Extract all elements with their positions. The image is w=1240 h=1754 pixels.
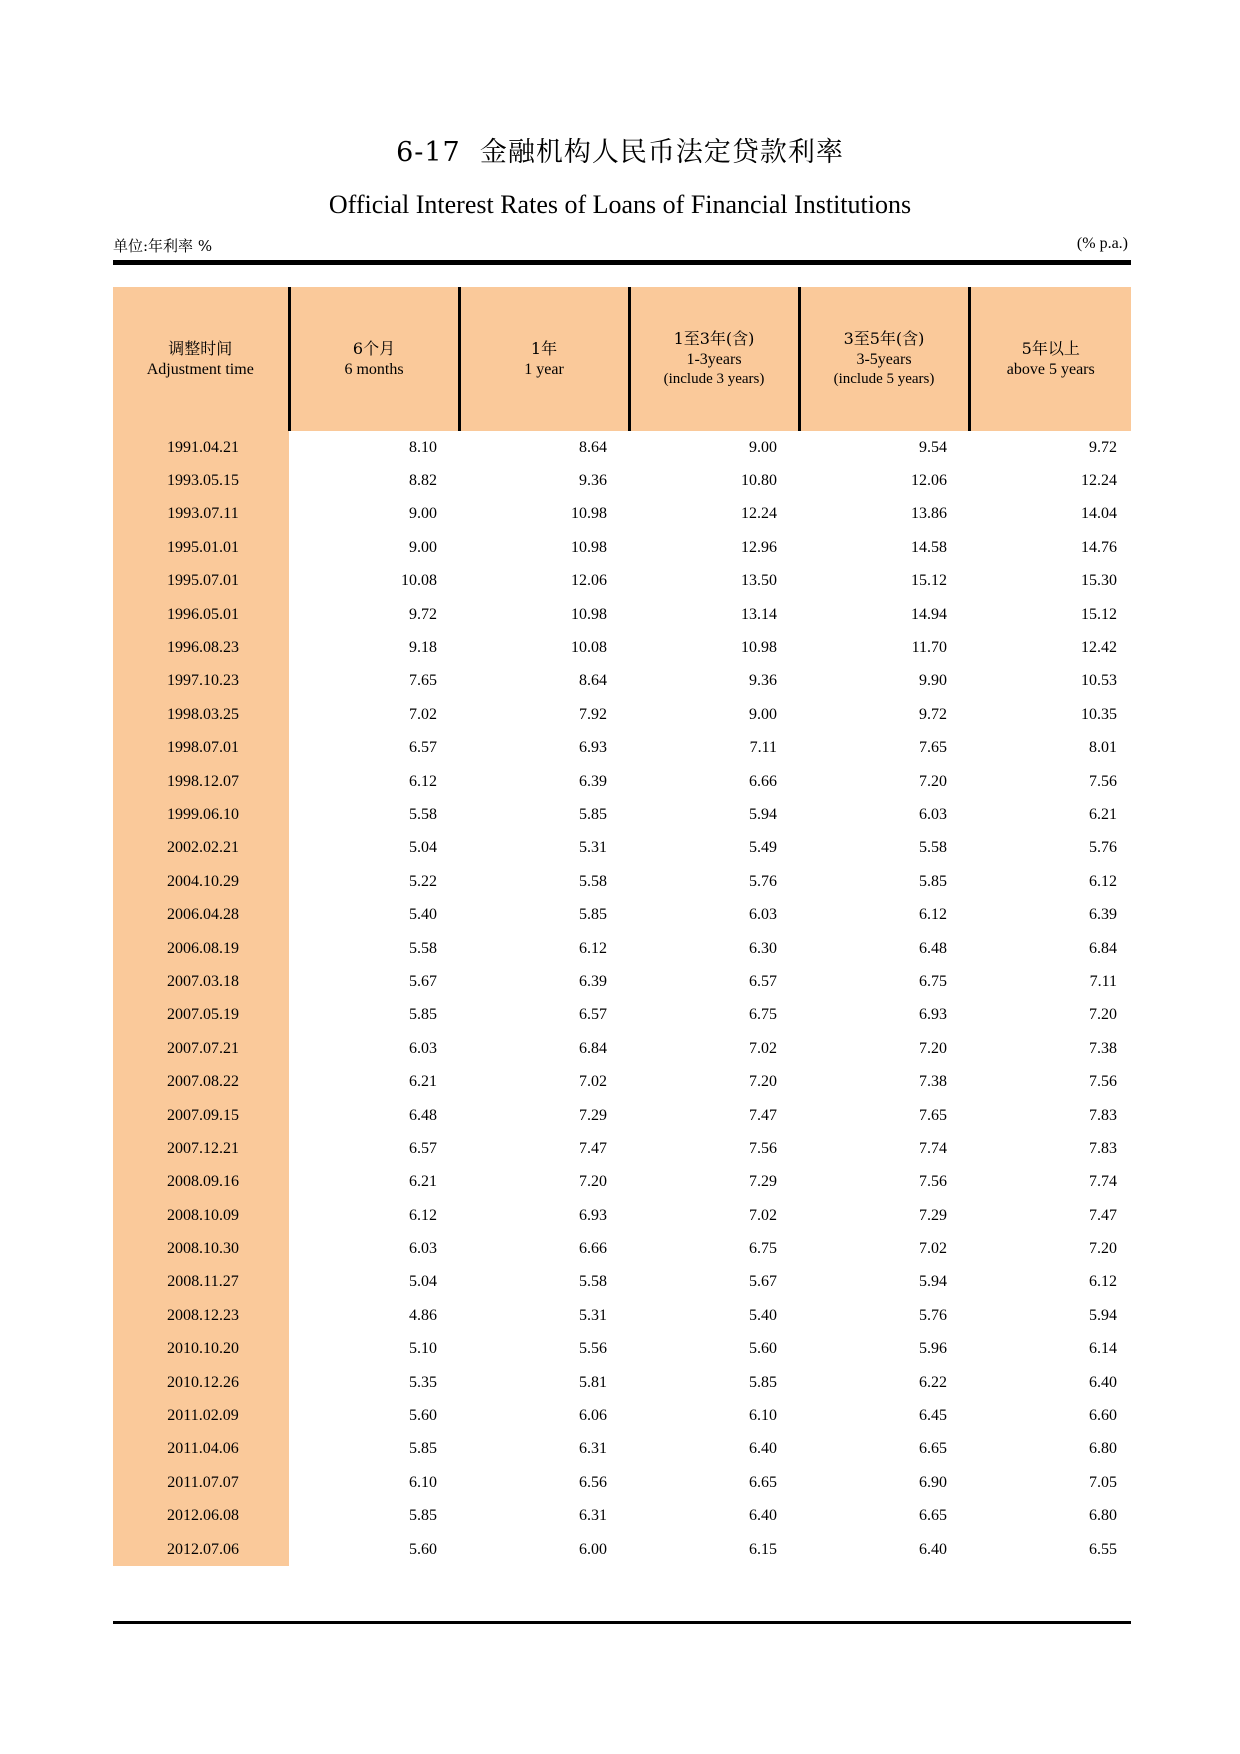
cell-rate-y1: 6.93 bbox=[459, 1199, 629, 1232]
table-row bbox=[113, 1065, 1131, 1098]
table-row bbox=[113, 631, 1131, 664]
table-row bbox=[113, 1399, 1131, 1432]
cell-adjustment-time: 2010.12.26 bbox=[113, 1366, 289, 1399]
cell-rate-y5p: 5.76 bbox=[969, 832, 1131, 865]
cell-rate-y5p: 6.39 bbox=[969, 898, 1131, 931]
table-row bbox=[113, 531, 1131, 564]
cell-adjustment-time: 2007.05.19 bbox=[113, 999, 289, 1032]
column-header-above-5-years bbox=[969, 287, 1131, 431]
cell-adjustment-time: 2007.08.22 bbox=[113, 1065, 289, 1098]
cell-rate-y1: 5.58 bbox=[459, 865, 629, 898]
interest-rates-table bbox=[113, 287, 1131, 1566]
table-row bbox=[113, 1199, 1131, 1232]
cell-rate-y35: 6.40 bbox=[799, 1533, 969, 1566]
cell-rate-y13: 5.76 bbox=[629, 865, 799, 898]
column-header-3-5-years-note: (include 5 years) bbox=[833, 371, 935, 388]
cell-adjustment-time: 2011.02.09 bbox=[113, 1399, 289, 1432]
cell-rate-y13: 9.00 bbox=[629, 431, 799, 464]
cell-rate-y1: 5.56 bbox=[459, 1333, 629, 1366]
cell-rate-y13: 10.98 bbox=[629, 631, 799, 664]
cell-adjustment-time: 2008.11.27 bbox=[113, 1266, 289, 1299]
cell-rate-m6: 5.85 bbox=[289, 1433, 459, 1466]
column-header-6-months bbox=[289, 287, 459, 431]
cell-adjustment-time: 2008.09.16 bbox=[113, 1166, 289, 1199]
cell-rate-y1: 6.12 bbox=[459, 932, 629, 965]
cell-rate-m6: 5.04 bbox=[289, 832, 459, 865]
cell-adjustment-time: 1998.03.25 bbox=[113, 698, 289, 731]
cell-rate-y5p: 5.94 bbox=[969, 1299, 1131, 1332]
cell-rate-y1: 6.57 bbox=[459, 999, 629, 1032]
column-header-adjustment-time bbox=[113, 287, 289, 431]
cell-rate-m6: 6.03 bbox=[289, 1232, 459, 1265]
cell-adjustment-time: 1993.05.15 bbox=[113, 464, 289, 497]
cell-rate-y1: 6.31 bbox=[459, 1433, 629, 1466]
column-header-adjustment-time-cn: 调整时间 bbox=[168, 338, 233, 358]
cell-rate-y1: 10.98 bbox=[459, 531, 629, 564]
cell-rate-y13: 5.40 bbox=[629, 1299, 799, 1332]
cell-rate-m6: 6.57 bbox=[289, 1132, 459, 1165]
cell-adjustment-time: 1996.05.01 bbox=[113, 598, 289, 631]
cell-rate-y5p: 9.72 bbox=[969, 431, 1131, 464]
table-top-rule bbox=[113, 260, 1131, 265]
table-row bbox=[113, 1266, 1131, 1299]
unit-note-english: (% p.a.) bbox=[1076, 235, 1128, 252]
cell-rate-y1: 8.64 bbox=[459, 431, 629, 464]
cell-rate-y13: 6.66 bbox=[629, 765, 799, 798]
cell-rate-y35: 9.54 bbox=[799, 431, 969, 464]
cell-adjustment-time: 2007.09.15 bbox=[113, 1099, 289, 1132]
table-row bbox=[113, 1166, 1131, 1199]
cell-rate-y5p: 7.47 bbox=[969, 1199, 1131, 1232]
cell-rate-y35: 6.75 bbox=[799, 965, 969, 998]
cell-adjustment-time: 2008.12.23 bbox=[113, 1299, 289, 1332]
cell-rate-y13: 6.65 bbox=[629, 1466, 799, 1499]
cell-rate-y13: 6.10 bbox=[629, 1399, 799, 1432]
cell-adjustment-time: 1995.07.01 bbox=[113, 565, 289, 598]
cell-rate-y13: 5.49 bbox=[629, 832, 799, 865]
column-header-1-year bbox=[459, 287, 629, 431]
cell-rate-m6: 5.40 bbox=[289, 898, 459, 931]
cell-rate-y5p: 14.04 bbox=[969, 498, 1131, 531]
cell-rate-y13: 6.30 bbox=[629, 932, 799, 965]
cell-rate-m6: 5.35 bbox=[289, 1366, 459, 1399]
cell-rate-m6: 10.08 bbox=[289, 565, 459, 598]
cell-rate-y35: 6.65 bbox=[799, 1500, 969, 1533]
cell-rate-y1: 6.84 bbox=[459, 1032, 629, 1065]
cell-rate-y5p: 7.38 bbox=[969, 1032, 1131, 1065]
cell-rate-y5p: 6.12 bbox=[969, 865, 1131, 898]
cell-adjustment-time: 1998.12.07 bbox=[113, 765, 289, 798]
cell-rate-y5p: 7.05 bbox=[969, 1466, 1131, 1499]
cell-rate-y5p: 6.14 bbox=[969, 1333, 1131, 1366]
cell-rate-m6: 5.85 bbox=[289, 1500, 459, 1533]
cell-rate-y5p: 6.40 bbox=[969, 1366, 1131, 1399]
column-header-1-year-cn: 1年 bbox=[530, 338, 558, 358]
table-row bbox=[113, 832, 1131, 865]
cell-rate-m6: 7.02 bbox=[289, 698, 459, 731]
cell-rate-y5p: 7.20 bbox=[969, 999, 1131, 1032]
cell-rate-y13: 10.80 bbox=[629, 464, 799, 497]
cell-rate-y13: 6.75 bbox=[629, 1232, 799, 1265]
cell-rate-y35: 6.03 bbox=[799, 798, 969, 831]
table-row bbox=[113, 698, 1131, 731]
cell-rate-y13: 7.02 bbox=[629, 1032, 799, 1065]
cell-adjustment-time: 1995.01.01 bbox=[113, 531, 289, 564]
cell-adjustment-time: 1996.08.23 bbox=[113, 631, 289, 664]
column-header-1-3-years-cn: 1至3年(含) bbox=[673, 328, 755, 348]
cell-rate-y5p: 6.60 bbox=[969, 1399, 1131, 1432]
cell-rate-y13: 6.40 bbox=[629, 1500, 799, 1533]
cell-rate-y35: 7.56 bbox=[799, 1166, 969, 1199]
cell-rate-y35: 9.90 bbox=[799, 665, 969, 698]
cell-rate-y35: 7.20 bbox=[799, 765, 969, 798]
table-row bbox=[113, 865, 1131, 898]
column-header-1-year-en: 1 year bbox=[524, 361, 564, 378]
cell-adjustment-time: 2006.08.19 bbox=[113, 932, 289, 965]
page-title-chinese: 6-17 金融机构人民币法定贷款利率 bbox=[396, 137, 844, 168]
table-row bbox=[113, 598, 1131, 631]
cell-adjustment-time: 2012.06.08 bbox=[113, 1500, 289, 1533]
cell-rate-y35: 6.22 bbox=[799, 1366, 969, 1399]
cell-adjustment-time: 1993.07.11 bbox=[113, 498, 289, 531]
cell-rate-m6: 5.60 bbox=[289, 1533, 459, 1566]
table-row bbox=[113, 1466, 1131, 1499]
cell-rate-y5p: 10.35 bbox=[969, 698, 1131, 731]
cell-adjustment-time: 1999.06.10 bbox=[113, 798, 289, 831]
cell-rate-y35: 5.76 bbox=[799, 1299, 969, 1332]
cell-rate-y1: 10.98 bbox=[459, 498, 629, 531]
table-body bbox=[113, 431, 1131, 1566]
cell-rate-m6: 9.00 bbox=[289, 531, 459, 564]
table-row bbox=[113, 1366, 1131, 1399]
cell-rate-y1: 5.81 bbox=[459, 1366, 629, 1399]
cell-adjustment-time: 2007.07.21 bbox=[113, 1032, 289, 1065]
cell-rate-y5p: 7.11 bbox=[969, 965, 1131, 998]
cell-rate-y13: 5.67 bbox=[629, 1266, 799, 1299]
cell-rate-y35: 14.58 bbox=[799, 531, 969, 564]
cell-rate-y1: 5.85 bbox=[459, 898, 629, 931]
cell-rate-y5p: 7.20 bbox=[969, 1232, 1131, 1265]
cell-rate-m6: 6.12 bbox=[289, 1199, 459, 1232]
cell-adjustment-time: 2002.02.21 bbox=[113, 832, 289, 865]
cell-rate-y35: 5.58 bbox=[799, 832, 969, 865]
cell-rate-y35: 5.94 bbox=[799, 1266, 969, 1299]
table-row bbox=[113, 898, 1131, 931]
cell-adjustment-time: 2010.10.20 bbox=[113, 1333, 289, 1366]
cell-rate-m6: 6.21 bbox=[289, 1065, 459, 1098]
cell-rate-y1: 7.47 bbox=[459, 1132, 629, 1165]
cell-rate-y13: 13.50 bbox=[629, 565, 799, 598]
cell-rate-y5p: 7.56 bbox=[969, 1065, 1131, 1098]
cell-rate-m6: 5.67 bbox=[289, 965, 459, 998]
table-row bbox=[113, 932, 1131, 965]
cell-adjustment-time: 1998.07.01 bbox=[113, 732, 289, 765]
cell-rate-y13: 13.14 bbox=[629, 598, 799, 631]
cell-rate-y5p: 8.01 bbox=[969, 732, 1131, 765]
cell-adjustment-time: 1997.10.23 bbox=[113, 665, 289, 698]
table-row bbox=[113, 1032, 1131, 1065]
table-row bbox=[113, 498, 1131, 531]
cell-rate-m6: 7.65 bbox=[289, 665, 459, 698]
cell-rate-y13: 5.94 bbox=[629, 798, 799, 831]
cell-rate-y35: 7.02 bbox=[799, 1232, 969, 1265]
cell-rate-y35: 7.38 bbox=[799, 1065, 969, 1098]
cell-rate-m6: 5.58 bbox=[289, 798, 459, 831]
column-header-1-3-years-note: (include 3 years) bbox=[663, 371, 765, 388]
column-header-3-5-years-en: 3-5years bbox=[856, 351, 912, 369]
column-header-1-3-years bbox=[629, 287, 799, 431]
table-row bbox=[113, 965, 1131, 998]
cell-rate-y1: 5.85 bbox=[459, 798, 629, 831]
cell-rate-y13: 7.11 bbox=[629, 732, 799, 765]
cell-rate-y1: 6.66 bbox=[459, 1232, 629, 1265]
cell-rate-y5p: 6.55 bbox=[969, 1533, 1131, 1566]
table-row bbox=[113, 1299, 1131, 1332]
cell-rate-m6: 6.12 bbox=[289, 765, 459, 798]
cell-rate-m6: 5.10 bbox=[289, 1333, 459, 1366]
cell-rate-y1: 6.00 bbox=[459, 1533, 629, 1566]
cell-rate-y1: 6.93 bbox=[459, 732, 629, 765]
cell-rate-y13: 6.57 bbox=[629, 965, 799, 998]
cell-rate-y5p: 6.21 bbox=[969, 798, 1131, 831]
column-header-3-5-years bbox=[799, 287, 969, 431]
cell-rate-y5p: 12.24 bbox=[969, 464, 1131, 497]
cell-rate-y5p: 12.42 bbox=[969, 631, 1131, 664]
cell-rate-y35: 7.20 bbox=[799, 1032, 969, 1065]
cell-rate-y5p: 6.84 bbox=[969, 932, 1131, 965]
cell-rate-y13: 12.96 bbox=[629, 531, 799, 564]
column-header-1-3-years-en: 1-3years bbox=[686, 351, 742, 369]
cell-rate-y5p: 7.83 bbox=[969, 1132, 1131, 1165]
cell-rate-y13: 6.15 bbox=[629, 1533, 799, 1566]
cell-adjustment-time: 2011.04.06 bbox=[113, 1433, 289, 1466]
column-header-6-months-en: 6 months bbox=[344, 361, 404, 378]
cell-rate-y35: 9.72 bbox=[799, 698, 969, 731]
cell-rate-y35: 14.94 bbox=[799, 598, 969, 631]
cell-rate-y5p: 15.30 bbox=[969, 565, 1131, 598]
cell-rate-y1: 10.98 bbox=[459, 598, 629, 631]
cell-rate-y13: 5.60 bbox=[629, 1333, 799, 1366]
cell-rate-m6: 5.22 bbox=[289, 865, 459, 898]
cell-rate-y5p: 6.80 bbox=[969, 1500, 1131, 1533]
cell-rate-y35: 12.06 bbox=[799, 464, 969, 497]
cell-rate-y1: 6.39 bbox=[459, 965, 629, 998]
unit-note-chinese: 单位:年利率 % bbox=[113, 237, 213, 255]
table-row bbox=[113, 565, 1131, 598]
cell-rate-y1: 10.08 bbox=[459, 631, 629, 664]
cell-adjustment-time: 1991.04.21 bbox=[113, 431, 289, 464]
cell-adjustment-time: 2004.10.29 bbox=[113, 865, 289, 898]
cell-rate-y13: 6.40 bbox=[629, 1433, 799, 1466]
cell-rate-y5p: 6.80 bbox=[969, 1433, 1131, 1466]
table-row bbox=[113, 1533, 1131, 1566]
table-row bbox=[113, 431, 1131, 464]
cell-rate-y1: 9.36 bbox=[459, 464, 629, 497]
cell-rate-y13: 6.03 bbox=[629, 898, 799, 931]
cell-rate-y13: 7.20 bbox=[629, 1065, 799, 1098]
cell-rate-y13: 7.29 bbox=[629, 1166, 799, 1199]
column-header-3-5-years-cn: 3至5年(含) bbox=[843, 328, 925, 348]
cell-rate-y35: 6.93 bbox=[799, 999, 969, 1032]
cell-rate-y5p: 6.12 bbox=[969, 1266, 1131, 1299]
cell-rate-y35: 15.12 bbox=[799, 565, 969, 598]
cell-adjustment-time: 2007.12.21 bbox=[113, 1132, 289, 1165]
cell-rate-y35: 6.45 bbox=[799, 1399, 969, 1432]
cell-rate-y1: 6.56 bbox=[459, 1466, 629, 1499]
cell-rate-y13: 5.85 bbox=[629, 1366, 799, 1399]
cell-adjustment-time: 2008.10.09 bbox=[113, 1199, 289, 1232]
cell-adjustment-time: 2007.03.18 bbox=[113, 965, 289, 998]
table-row bbox=[113, 665, 1131, 698]
cell-rate-y5p: 14.76 bbox=[969, 531, 1131, 564]
column-header-adjustment-time-en: Adjustment time bbox=[146, 361, 254, 378]
cell-rate-y5p: 10.53 bbox=[969, 665, 1131, 698]
cell-rate-y13: 7.56 bbox=[629, 1132, 799, 1165]
cell-rate-y13: 7.02 bbox=[629, 1199, 799, 1232]
cell-rate-y35: 6.65 bbox=[799, 1433, 969, 1466]
page-title-english: Official Interest Rates of Loans of Financial Institutions bbox=[328, 190, 912, 219]
cell-rate-y13: 7.47 bbox=[629, 1099, 799, 1132]
table-row bbox=[113, 1433, 1131, 1466]
table-bottom-rule bbox=[113, 1621, 1131, 1624]
cell-rate-y5p: 7.74 bbox=[969, 1166, 1131, 1199]
cell-rate-y35: 6.12 bbox=[799, 898, 969, 931]
cell-rate-y5p: 7.56 bbox=[969, 765, 1131, 798]
cell-rate-y13: 12.24 bbox=[629, 498, 799, 531]
cell-rate-y1: 6.31 bbox=[459, 1500, 629, 1533]
cell-rate-y1: 5.31 bbox=[459, 832, 629, 865]
cell-rate-m6: 6.03 bbox=[289, 1032, 459, 1065]
table-row bbox=[113, 732, 1131, 765]
cell-rate-y35: 6.48 bbox=[799, 932, 969, 965]
cell-rate-y1: 8.64 bbox=[459, 665, 629, 698]
cell-rate-y1: 12.06 bbox=[459, 565, 629, 598]
table-row bbox=[113, 999, 1131, 1032]
cell-rate-m6: 5.04 bbox=[289, 1266, 459, 1299]
cell-adjustment-time: 2011.07.07 bbox=[113, 1466, 289, 1499]
cell-rate-y35: 7.65 bbox=[799, 732, 969, 765]
cell-rate-y35: 5.85 bbox=[799, 865, 969, 898]
cell-rate-m6: 9.18 bbox=[289, 631, 459, 664]
cell-rate-y35: 7.74 bbox=[799, 1132, 969, 1165]
cell-rate-y1: 7.20 bbox=[459, 1166, 629, 1199]
cell-rate-y35: 13.86 bbox=[799, 498, 969, 531]
cell-rate-y35: 11.70 bbox=[799, 631, 969, 664]
cell-rate-y35: 5.96 bbox=[799, 1333, 969, 1366]
cell-rate-m6: 6.48 bbox=[289, 1099, 459, 1132]
cell-rate-y35: 7.29 bbox=[799, 1199, 969, 1232]
cell-rate-m6: 9.72 bbox=[289, 598, 459, 631]
cell-rate-y1: 5.58 bbox=[459, 1266, 629, 1299]
cell-rate-y5p: 7.83 bbox=[969, 1099, 1131, 1132]
cell-rate-m6: 6.10 bbox=[289, 1466, 459, 1499]
cell-rate-m6: 5.85 bbox=[289, 999, 459, 1032]
table-row bbox=[113, 798, 1131, 831]
cell-rate-m6: 6.21 bbox=[289, 1166, 459, 1199]
cell-rate-y1: 7.02 bbox=[459, 1065, 629, 1098]
cell-rate-y1: 5.31 bbox=[459, 1299, 629, 1332]
cell-rate-y1: 7.92 bbox=[459, 698, 629, 731]
table-row bbox=[113, 765, 1131, 798]
cell-adjustment-time: 2012.07.06 bbox=[113, 1533, 289, 1566]
table-row bbox=[113, 464, 1131, 497]
cell-rate-m6: 5.58 bbox=[289, 932, 459, 965]
cell-rate-m6: 9.00 bbox=[289, 498, 459, 531]
cell-rate-y1: 7.29 bbox=[459, 1099, 629, 1132]
cell-rate-y13: 9.00 bbox=[629, 698, 799, 731]
column-header-above-5-years-en: above 5 years bbox=[1006, 361, 1095, 378]
cell-rate-m6: 8.10 bbox=[289, 431, 459, 464]
cell-rate-y13: 6.75 bbox=[629, 999, 799, 1032]
cell-adjustment-time: 2006.04.28 bbox=[113, 898, 289, 931]
cell-rate-y35: 6.90 bbox=[799, 1466, 969, 1499]
table-header-row bbox=[113, 287, 1131, 431]
table-row bbox=[113, 1500, 1131, 1533]
cell-rate-m6: 6.57 bbox=[289, 732, 459, 765]
cell-rate-m6: 5.60 bbox=[289, 1399, 459, 1432]
cell-rate-y1: 6.39 bbox=[459, 765, 629, 798]
table-row bbox=[113, 1232, 1131, 1265]
cell-rate-m6: 4.86 bbox=[289, 1299, 459, 1332]
cell-rate-y13: 9.36 bbox=[629, 665, 799, 698]
cell-rate-y1: 6.06 bbox=[459, 1399, 629, 1432]
cell-rate-m6: 8.82 bbox=[289, 464, 459, 497]
column-header-6-months-cn: 6个月 bbox=[352, 338, 396, 358]
table-row bbox=[113, 1132, 1131, 1165]
cell-rate-y35: 7.65 bbox=[799, 1099, 969, 1132]
column-header-above-5-years-cn: 5年以上 bbox=[1021, 338, 1080, 358]
table-row bbox=[113, 1099, 1131, 1132]
table-row bbox=[113, 1333, 1131, 1366]
cell-rate-y5p: 15.12 bbox=[969, 598, 1131, 631]
cell-adjustment-time: 2008.10.30 bbox=[113, 1232, 289, 1265]
table-header bbox=[113, 287, 1131, 431]
